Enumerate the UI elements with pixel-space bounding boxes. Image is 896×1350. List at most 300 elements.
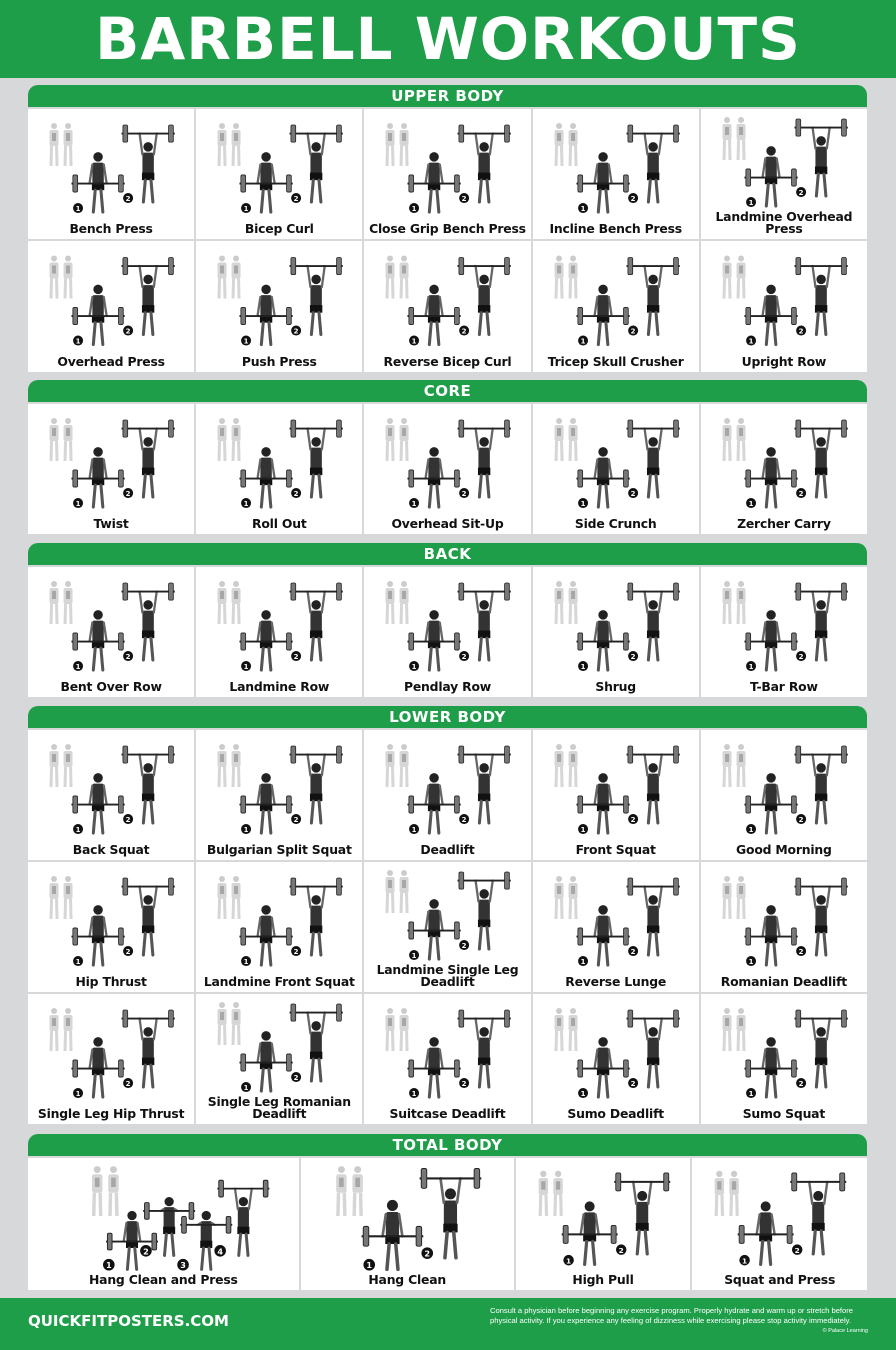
section-core (28, 380, 867, 534)
exercise-card (533, 241, 699, 372)
exercise-card (701, 404, 867, 534)
exercise-name: Reverse Lunge (565, 974, 667, 989)
muscle-diagram-icon (386, 255, 409, 298)
exercise-name: Overhead Sit-Up (391, 516, 504, 531)
svg-text:1: 1 (742, 1256, 748, 1266)
muscle-diagram-icon (554, 876, 577, 919)
exercise-card (701, 241, 867, 372)
step-number-badge (409, 824, 419, 834)
step-number-badge (73, 336, 83, 346)
step-number-badge (241, 824, 251, 834)
svg-text:2: 2 (125, 195, 131, 204)
muscle-diagram-icon (50, 1008, 73, 1051)
muscle-diagram-icon (722, 581, 745, 624)
muscle-diagram-icon (50, 255, 73, 298)
step-number-badge (628, 488, 638, 498)
step-number-badge (460, 651, 470, 661)
step-number-badge (746, 498, 756, 508)
athlete-figure (408, 285, 461, 345)
athlete-figure (626, 746, 679, 823)
athlete-figure (794, 258, 847, 335)
step-number-badge (746, 336, 756, 346)
athlete-figure (71, 447, 124, 507)
muscle-diagram-icon (218, 255, 241, 298)
step-number-badge (746, 197, 756, 207)
poster-header (0, 0, 896, 78)
athlete-figure (361, 1200, 423, 1269)
svg-text:1: 1 (243, 826, 249, 835)
exercise-illustration (196, 994, 362, 1096)
athlete-figure (744, 773, 797, 833)
step-number-badge (241, 1082, 251, 1092)
exercise-card (196, 109, 362, 239)
athlete-figure (71, 773, 124, 833)
step-number-badge (628, 193, 638, 203)
exercise-grid (28, 728, 867, 1124)
svg-text:1: 1 (580, 205, 586, 214)
exercise-name: Close Grip Bench Press (369, 221, 526, 236)
athlete-figure (290, 1004, 343, 1081)
exercise-card (701, 109, 867, 239)
svg-text:1: 1 (748, 826, 754, 835)
copyright: © Palace Learning (822, 1328, 868, 1334)
step-number-badge (123, 651, 133, 661)
step-number-badge (740, 1255, 751, 1266)
step-number-badge (460, 1078, 470, 1088)
svg-text:2: 2 (798, 948, 804, 957)
exercise-card (533, 994, 699, 1124)
muscle-diagram-icon (386, 123, 409, 166)
exercise-illustration (533, 404, 699, 518)
section-title: TOTAL BODY (28, 1134, 867, 1156)
exercise-illustration (28, 567, 194, 681)
exercise-name: Single Leg Hip Thrust (37, 1106, 185, 1121)
athlete-figure (576, 1037, 629, 1097)
svg-text:1: 1 (748, 663, 754, 672)
svg-text:2: 2 (794, 1245, 801, 1255)
athlete-figure (744, 905, 797, 965)
exercise-card (28, 862, 194, 992)
exercise-card (28, 241, 194, 372)
step-number-badge (291, 814, 301, 824)
athlete-figure (240, 285, 293, 345)
step-number-badge (796, 187, 806, 197)
step-number-badge (796, 651, 806, 661)
exercise-illustration (701, 404, 867, 518)
step-number-badge (578, 661, 588, 671)
exercise-name: Upright Row (741, 354, 827, 369)
athlete-figure (458, 746, 511, 823)
muscle-diagram-icon (386, 418, 409, 461)
exercise-card (28, 109, 194, 239)
athlete-figure (240, 1031, 293, 1091)
exercise-card (533, 404, 699, 534)
exercise-name: Shrug (595, 679, 636, 694)
svg-text:1: 1 (75, 958, 81, 967)
step-number-badge (578, 203, 588, 213)
athlete-figure (576, 447, 629, 507)
athlete-figure (458, 1010, 511, 1087)
athlete-figure (240, 447, 293, 507)
exercise-grid (28, 402, 867, 534)
step-number-badge (123, 193, 133, 203)
athlete-figure (744, 285, 797, 345)
step-number-badge (409, 1088, 419, 1098)
svg-text:2: 2 (798, 653, 804, 662)
athlete-figure (240, 905, 293, 965)
step-number-badge (123, 488, 133, 498)
muscle-diagram-icon (722, 418, 745, 461)
exercise-grid (28, 107, 867, 372)
athlete-figure (794, 583, 847, 660)
svg-text:1: 1 (580, 500, 586, 509)
exercise-name: Landmine Single Leg Deadlift (376, 962, 519, 989)
exercise-card (28, 404, 194, 534)
step-number-badge (460, 488, 470, 498)
exercise-name: Landmine Overhead Press (715, 209, 853, 236)
exercise-card (533, 730, 699, 860)
exercise-name: High Pull (572, 1272, 634, 1287)
athlete-figure (738, 1201, 794, 1264)
svg-text:1: 1 (243, 500, 249, 509)
exercise-name: Bicep Curl (244, 221, 314, 236)
exercise-name: Reverse Bicep Curl (383, 354, 512, 369)
exercise-name: Front Squat (575, 842, 656, 857)
athlete-figure (122, 1010, 175, 1087)
athlete-figure (217, 1180, 269, 1255)
svg-text:1: 1 (243, 205, 249, 214)
muscle-diagram-icon (336, 1166, 363, 1216)
svg-text:1: 1 (565, 1256, 571, 1266)
exercise-name: Bulgarian Split Squat (206, 842, 352, 857)
exercise-illustration (701, 994, 867, 1108)
section-title: UPPER BODY (28, 85, 867, 107)
exercise-name: Roll Out (252, 516, 307, 531)
athlete-figure (626, 1010, 679, 1087)
athlete-figure (744, 447, 797, 507)
muscle-diagram-icon (50, 581, 73, 624)
athlete-figure (290, 583, 343, 660)
exercise-card (301, 1158, 514, 1290)
muscle-diagram-icon (722, 1008, 745, 1051)
exercise-name: Back Squat (72, 842, 150, 857)
athlete-figure (626, 878, 679, 955)
svg-text:2: 2 (630, 195, 636, 204)
athlete-figure (458, 872, 511, 949)
exercise-illustration (533, 567, 699, 681)
exercise-illustration (28, 994, 194, 1108)
step-number-badge (796, 326, 806, 336)
step-number-badge (73, 824, 83, 834)
athlete-figure (794, 420, 847, 497)
svg-text:2: 2 (462, 490, 467, 499)
exercise-card (28, 1158, 299, 1290)
exercise-name: Bench Press (69, 221, 153, 236)
svg-text:2: 2 (125, 948, 131, 957)
step-number-badge (177, 1259, 189, 1271)
step-number-badge (241, 498, 251, 508)
exercise-card (196, 404, 362, 534)
exercise-illustration (533, 994, 699, 1108)
exercise-card (533, 109, 699, 239)
exercise-card (364, 730, 530, 860)
svg-text:1: 1 (748, 337, 754, 346)
step-number-badge (578, 1088, 588, 1098)
svg-text:1: 1 (75, 205, 81, 214)
svg-text:1: 1 (105, 1260, 112, 1271)
exercise-card (516, 1158, 691, 1290)
exercise-card (364, 109, 530, 239)
exercise-name: Landmine Row (229, 679, 330, 694)
muscle-diagram-icon (218, 744, 241, 787)
athlete-figure (458, 257, 511, 334)
athlete-figure (290, 125, 343, 202)
exercise-illustration (196, 567, 362, 681)
exercise-card (533, 567, 699, 697)
exercise-card (28, 994, 194, 1124)
exercise-illustration (701, 730, 867, 844)
exercise-illustration (28, 241, 194, 356)
svg-text:1: 1 (75, 500, 81, 509)
exercise-illustration (28, 109, 194, 223)
exercise-name: Side Crunch (574, 516, 657, 531)
muscle-diagram-icon (218, 123, 241, 166)
svg-text:1: 1 (412, 826, 417, 835)
svg-text:2: 2 (798, 327, 804, 336)
svg-text:1: 1 (580, 958, 586, 967)
muscle-diagram-icon (386, 870, 409, 913)
step-number-badge (241, 661, 251, 671)
athlete-figure (71, 610, 124, 670)
athlete-figure (794, 746, 847, 823)
svg-text:2: 2 (293, 816, 299, 825)
athlete-figure (458, 583, 511, 660)
step-number-badge (73, 498, 83, 508)
svg-text:1: 1 (580, 663, 586, 672)
svg-text:2: 2 (798, 1080, 804, 1089)
section-title: LOWER BODY (28, 706, 867, 728)
exercise-illustration (533, 862, 699, 976)
step-number-badge (628, 326, 638, 336)
svg-text:2: 2 (293, 490, 299, 499)
exercise-illustration (301, 1158, 514, 1274)
muscle-diagram-icon (50, 123, 73, 166)
svg-text:1: 1 (243, 663, 249, 672)
athlete-figure (143, 1197, 195, 1255)
exercise-illustration (364, 109, 530, 223)
svg-text:2: 2 (125, 816, 131, 825)
exercise-name: Overhead Press (57, 354, 165, 369)
site-url: QUICKFITPOSTERS.COM (28, 1312, 229, 1330)
step-number-badge (409, 950, 419, 960)
athlete-figure (458, 420, 511, 497)
svg-text:2: 2 (462, 653, 467, 662)
exercise-name: Sumo Deadlift (567, 1106, 664, 1121)
exercise-illustration (28, 1158, 299, 1274)
exercise-name: Squat and Press (724, 1272, 836, 1287)
step-number-badge (796, 488, 806, 498)
svg-text:1: 1 (412, 500, 417, 509)
athlete-figure (794, 878, 847, 955)
svg-text:1: 1 (243, 337, 249, 346)
muscle-diagram-icon (50, 744, 73, 787)
exercise-illustration (196, 404, 362, 518)
muscle-diagram-icon (218, 876, 241, 919)
exercise-card (364, 994, 530, 1124)
exercise-name: Push Press (241, 354, 317, 369)
exercise-illustration (701, 109, 867, 211)
athlete-figure (71, 1037, 124, 1097)
athlete-figure (71, 152, 124, 212)
athlete-figure (290, 257, 343, 334)
exercise-illustration (196, 241, 362, 356)
athlete-figure (240, 610, 293, 670)
svg-text:4: 4 (217, 1246, 224, 1257)
svg-text:1: 1 (412, 205, 417, 214)
exercise-card (364, 404, 530, 534)
exercise-illustration (701, 862, 867, 976)
exercise-illustration (533, 241, 699, 356)
exercise-illustration (28, 730, 194, 844)
muscle-diagram-icon (386, 1008, 409, 1051)
step-number-badge (460, 940, 470, 950)
poster-footer (0, 1298, 896, 1350)
athlete-figure (576, 285, 629, 345)
exercise-illustration (364, 994, 530, 1108)
step-number-badge (628, 946, 638, 956)
exercise-card (28, 730, 194, 860)
svg-text:1: 1 (412, 663, 417, 672)
exercise-card (28, 567, 194, 697)
muscle-diagram-icon (218, 418, 241, 461)
exercise-illustration (28, 862, 194, 976)
svg-text:2: 2 (618, 1245, 624, 1255)
svg-text:3: 3 (180, 1260, 186, 1271)
athlete-figure (576, 152, 629, 212)
svg-text:1: 1 (243, 1084, 249, 1093)
athlete-figure (626, 583, 679, 660)
athlete-figure (408, 1037, 461, 1097)
athlete-figure (744, 610, 797, 670)
step-number-badge (103, 1259, 115, 1271)
muscle-diagram-icon (50, 418, 73, 461)
muscle-diagram-icon (554, 581, 577, 624)
exercise-card (196, 994, 362, 1124)
athlete-figure (122, 878, 175, 955)
step-number-badge (746, 824, 756, 834)
exercise-card (364, 567, 530, 697)
step-number-badge (460, 814, 470, 824)
athlete-figure (122, 258, 175, 335)
svg-text:1: 1 (412, 1090, 417, 1099)
exercise-name: Incline Bench Press (549, 221, 682, 236)
step-number-badge (123, 814, 133, 824)
muscle-diagram-icon (554, 744, 577, 787)
svg-text:2: 2 (462, 942, 467, 951)
athlete-figure (408, 773, 461, 833)
exercise-name: Pendlay Row (403, 679, 492, 694)
exercise-name: Hang Clean (368, 1272, 447, 1287)
step-number-badge (140, 1245, 152, 1257)
exercise-illustration (28, 404, 194, 518)
athlete-figure (614, 1173, 670, 1254)
step-number-badge (291, 326, 301, 336)
svg-text:2: 2 (293, 327, 299, 336)
exercise-name: Tricep Skull Crusher (547, 354, 684, 369)
svg-text:2: 2 (630, 490, 636, 499)
exercise-illustration (196, 730, 362, 844)
svg-text:2: 2 (630, 653, 636, 662)
athlete-figure (122, 583, 175, 660)
athlete-figure (71, 285, 124, 345)
svg-text:2: 2 (293, 1074, 299, 1083)
muscle-diagram-icon (538, 1171, 562, 1216)
exercise-card (196, 241, 362, 372)
athlete-figure (576, 773, 629, 833)
athlete-figure (744, 146, 797, 206)
exercise-illustration (364, 241, 530, 356)
svg-text:2: 2 (798, 816, 804, 825)
svg-text:1: 1 (748, 1090, 754, 1099)
svg-text:2: 2 (293, 195, 299, 204)
svg-text:1: 1 (580, 826, 586, 835)
svg-text:2: 2 (143, 1246, 149, 1257)
svg-text:2: 2 (630, 327, 636, 336)
exercise-illustration (196, 862, 362, 976)
exercise-name: Romanian Deadlift (720, 974, 847, 989)
step-number-badge (73, 956, 83, 966)
section-title: CORE (28, 380, 867, 402)
muscle-diagram-icon (92, 1166, 119, 1216)
poster-title: BARBELL WORKOUTS (95, 5, 801, 73)
exercise-name: Hip Thrust (75, 974, 147, 989)
athlete-figure (561, 1201, 617, 1264)
svg-text:1: 1 (580, 337, 586, 346)
muscle-diagram-icon (386, 744, 409, 787)
svg-text:2: 2 (125, 490, 131, 499)
exercise-illustration (196, 109, 362, 223)
step-number-badge (628, 1078, 638, 1088)
step-number-badge (460, 326, 470, 336)
step-number-badge (746, 1088, 756, 1098)
athlete-figure (122, 746, 175, 823)
step-number-badge (241, 203, 251, 213)
exercise-card (364, 862, 530, 992)
svg-text:1: 1 (75, 663, 81, 672)
svg-text:2: 2 (293, 653, 299, 662)
muscle-diagram-icon (722, 117, 745, 160)
exercise-illustration (533, 109, 699, 223)
step-number-badge (123, 1078, 133, 1088)
muscle-diagram-icon (715, 1171, 739, 1216)
athlete-figure (626, 125, 679, 202)
exercise-name: Single Leg Romanian Deadlift (207, 1094, 351, 1121)
athlete-figure (180, 1211, 232, 1269)
athlete-figure (290, 746, 343, 823)
athlete-figure (576, 610, 629, 670)
exercise-card (701, 730, 867, 860)
exercise-card (701, 567, 867, 697)
svg-text:2: 2 (293, 948, 299, 957)
svg-text:2: 2 (462, 195, 467, 204)
step-number-badge (291, 651, 301, 661)
svg-text:1: 1 (412, 337, 417, 346)
step-number-badge (291, 1072, 301, 1082)
svg-text:1: 1 (75, 1090, 81, 1099)
athlete-figure (122, 420, 175, 497)
athlete-figure (419, 1168, 481, 1257)
athlete-figure (408, 152, 461, 212)
